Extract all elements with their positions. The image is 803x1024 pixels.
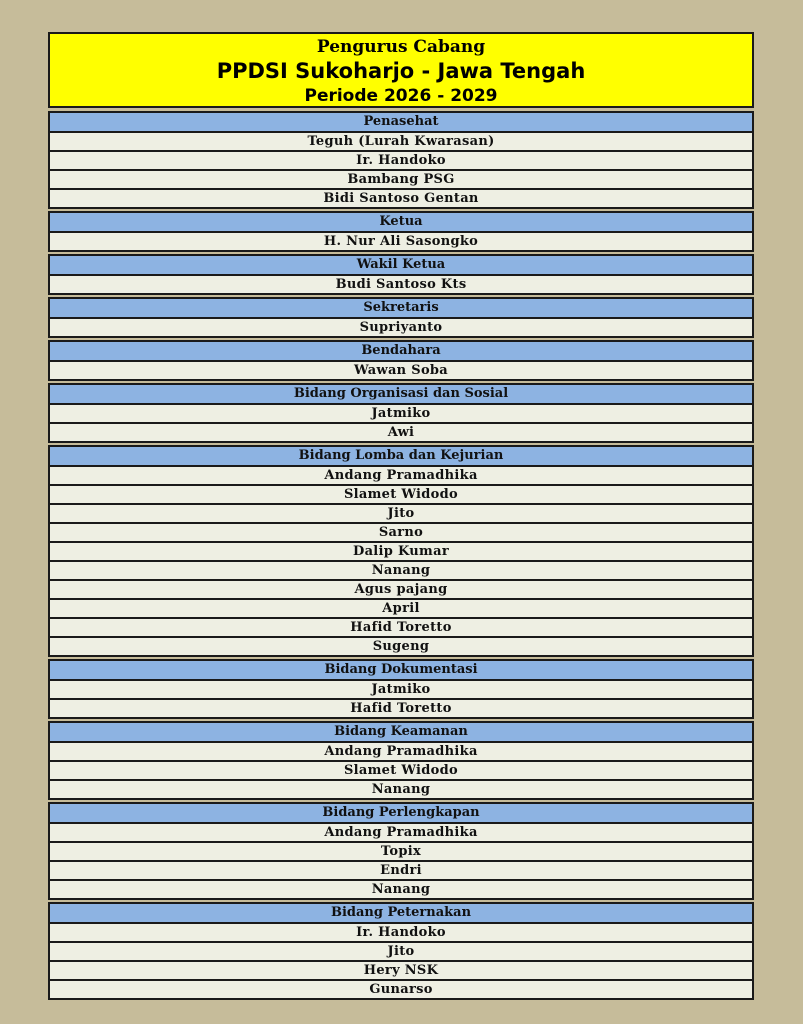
section-title: Bidang Dokumentasi xyxy=(50,661,752,679)
member-row: Wawan Soba xyxy=(50,360,752,379)
member-row: April xyxy=(50,598,752,617)
section-title: Penasehat xyxy=(50,113,752,131)
member-row: Ir. Handoko xyxy=(50,922,752,941)
section-block xyxy=(48,254,754,295)
section-block xyxy=(48,659,754,719)
member-row: Hery NSK xyxy=(50,960,752,979)
organization-sheet xyxy=(48,32,754,1002)
section-title: Bidang Organisasi dan Sosial xyxy=(50,385,752,403)
member-row: Andang Pramadhika xyxy=(50,465,752,484)
section-block xyxy=(48,802,754,900)
section-block xyxy=(48,340,754,381)
member-row: Jatmiko xyxy=(50,679,752,698)
section-block xyxy=(48,902,754,1000)
member-row: Hafid Toretto xyxy=(50,617,752,636)
sections-list xyxy=(48,111,754,1000)
member-row: Topix xyxy=(50,841,752,860)
section-title: Bidang Peternakan xyxy=(50,904,752,922)
section-title: Bidang Keamanan xyxy=(50,723,752,741)
member-row: Hafid Toretto xyxy=(50,698,752,717)
member-row: Dalip Kumar xyxy=(50,541,752,560)
member-row: Nanang xyxy=(50,560,752,579)
member-row: Jito xyxy=(50,503,752,522)
member-row: Sarno xyxy=(50,522,752,541)
section-title: Bidang Perlengkapan xyxy=(50,804,752,822)
member-row: Sugeng xyxy=(50,636,752,655)
member-row: Nanang xyxy=(50,779,752,798)
member-row: Slamet Widodo xyxy=(50,760,752,779)
title-line-2: PPDSI Sukoharjo - Jawa Tengah xyxy=(216,59,586,83)
member-row: Slamet Widodo xyxy=(50,484,752,503)
title-banner xyxy=(48,32,754,108)
member-row: Andang Pramadhika xyxy=(50,741,752,760)
section-block xyxy=(48,445,754,657)
member-row: Supriyanto xyxy=(50,317,752,336)
member-row: Bidi Santoso Gentan xyxy=(50,188,752,207)
member-row: Gunarso xyxy=(50,979,752,998)
section-title: Sekretaris xyxy=(50,299,752,317)
member-row: Teguh (Lurah Kwarasan) xyxy=(50,131,752,150)
member-row: Budi Santoso Kts xyxy=(50,274,752,293)
member-row: Jatmiko xyxy=(50,403,752,422)
member-row: Ir. Handoko xyxy=(50,150,752,169)
section-title: Ketua xyxy=(50,213,752,231)
member-row: Jito xyxy=(50,941,752,960)
section-title: Wakil Ketua xyxy=(50,256,752,274)
section-title: Bidang Lomba dan Kejurian xyxy=(50,447,752,465)
section-block xyxy=(48,211,754,252)
title-line-1: Pengurus Cabang xyxy=(316,37,486,57)
section-block xyxy=(48,721,754,800)
section-title: Bendahara xyxy=(50,342,752,360)
member-row: Endri xyxy=(50,860,752,879)
member-row: Awi xyxy=(50,422,752,441)
member-row: H. Nur Ali Sasongko xyxy=(50,231,752,250)
member-row: Bambang PSG xyxy=(50,169,752,188)
member-row: Andang Pramadhika xyxy=(50,822,752,841)
section-block xyxy=(48,297,754,338)
section-block xyxy=(48,383,754,443)
member-row: Nanang xyxy=(50,879,752,898)
member-row: Agus pajang xyxy=(50,579,752,598)
section-block xyxy=(48,111,754,209)
title-line-3: Periode 2026 - 2029 xyxy=(304,86,498,106)
